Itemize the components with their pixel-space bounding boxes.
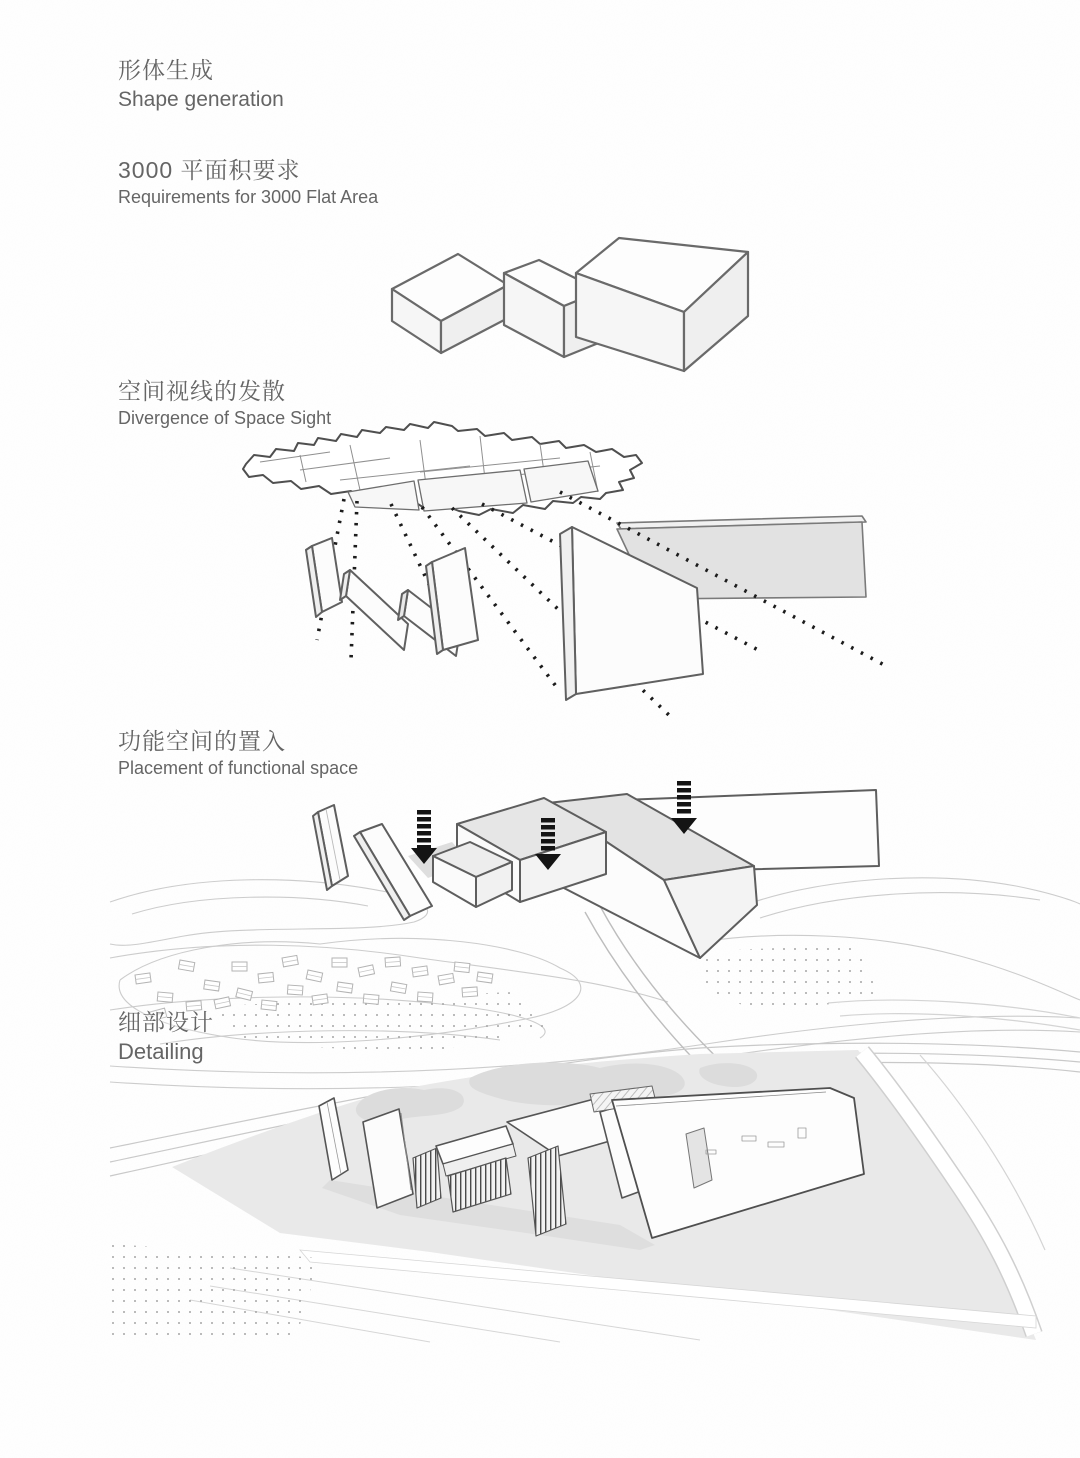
section-title-en: Requirements for 3000 Flat Area (118, 186, 379, 207)
section-title-divergence (118, 378, 331, 429)
section-title-zh: 3000 平面积要求 (118, 157, 301, 183)
section-title-detailing (118, 1009, 214, 1065)
section-title-requirements (118, 157, 378, 208)
section-title-en: Detailing (118, 1038, 204, 1064)
section-title-zh: 功能空间的置入 (118, 728, 286, 754)
glazing-strip (413, 1148, 441, 1208)
section-title-en: Placement of functional space (118, 757, 359, 778)
planting-patch (110, 1244, 320, 1338)
page-title-zh: 形体生成 (118, 57, 214, 83)
page-title-en: Shape generation (118, 87, 284, 111)
page-title (118, 57, 284, 112)
section-title-placement (118, 728, 358, 779)
section-title-zh: 细部设计 (118, 1009, 214, 1035)
section-title-zh: 空间视线的发散 (118, 378, 286, 404)
section-title-en: Divergence of Space Sight (118, 407, 332, 428)
